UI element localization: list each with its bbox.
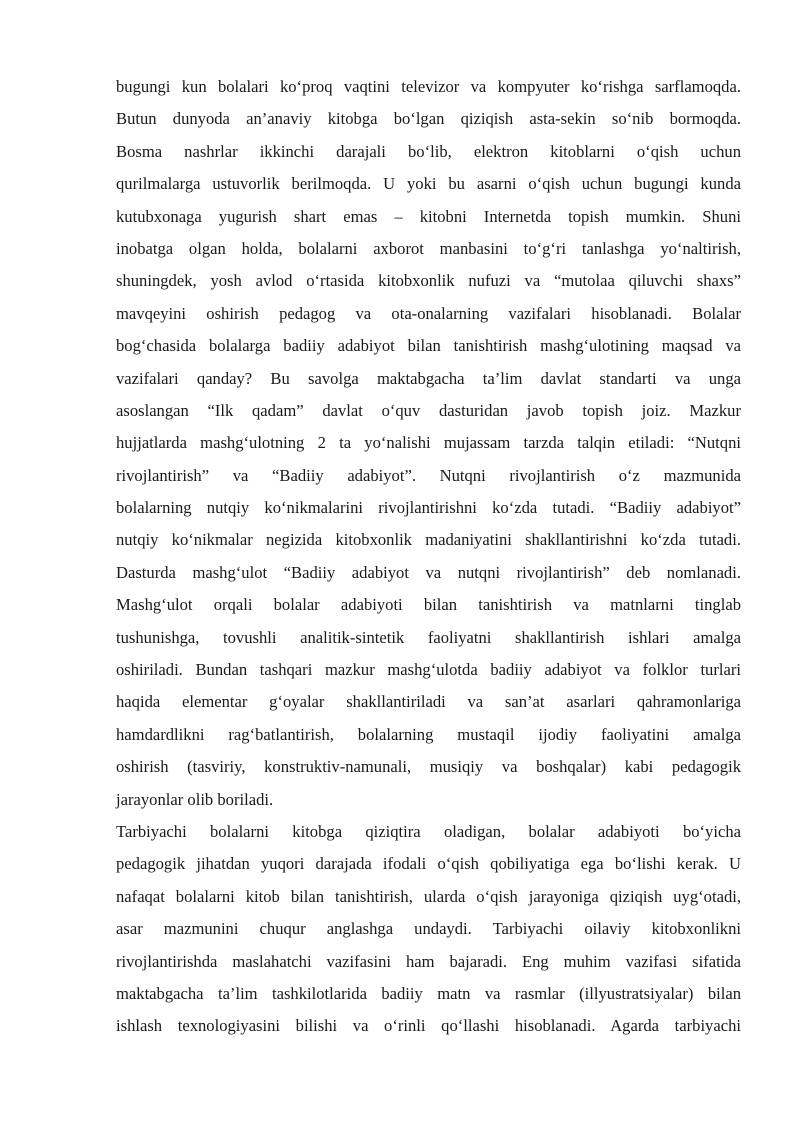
text-line: bog‘chasida bolalarga badiiy adabiyot bilan tanishtirish mashg‘ulotining maqsad va xyxy=(116,336,741,356)
text-line: maktabgacha ta’lim tashkilotlarida badiiy matn va rasmlar (illyustratsiyalar) bilan xyxy=(116,983,741,1003)
text-line: tushunishga, tovushli analitik-sintetik faoliyatni shakllantirish ishlari amalga xyxy=(116,627,741,647)
text-line: asoslangan “Ilk qadam” davlat o‘quv dasturidan javob topish joiz. Mazkur xyxy=(116,400,741,420)
text-line: Mashg‘ulot orqali bolalar adabiyoti bilan tanishtirish va matnlarni tinglab xyxy=(116,595,741,615)
text-line: rivojlantirishda maslahatchi vazifasini ham bajaradi. Eng muhim vazifasi sifatida xyxy=(116,951,741,971)
paragraph-2 xyxy=(116,816,741,1043)
text-line: bugungi kun bolalari ko‘proq vaqtini televizor va kompyuter ko‘rishga sarflamoqda. xyxy=(116,77,741,96)
text-line: mavqeyini oshirish pedagog va ota-onalarning vazifalari hisoblanadi. Bolalar xyxy=(116,303,741,323)
text-line: inobatga olgan holda, bolalarni axborot manbasini to‘g‘ri tanlashga yo‘naltirish, xyxy=(116,238,741,258)
paragraph-1 xyxy=(116,71,741,816)
text-line: Dasturda mashg‘ulot “Badiiy adabiyot va nutqni rivojlantirish” deb nomlanadi. xyxy=(116,562,741,582)
text-line: pedagogik jihatdan yuqori darajada ifodali o‘qish qobiliyatiga ega bo‘lishi kerak. U xyxy=(116,854,741,874)
text-line: Tarbiyachi bolalarni kitobga qiziqtira oladigan, bolalar adabiyoti bo‘yicha xyxy=(116,821,741,841)
text-line: nutqiy ko‘nikmalar negizida kitobxonlik madaniyatini shakllantirishni ko‘zda tutadi. xyxy=(116,530,741,550)
text-line: nafaqat bolalarni kitob bilan tanishtirish, ularda o‘qish jarayoniga qiziqish uyg‘otadi, xyxy=(116,886,741,906)
text-line: hujjatlarda mashg‘ulotning 2 ta yo‘nalishi mujassam tarzda talqin etiladi: “Nutqni xyxy=(116,433,741,453)
text-line: jarayonlar olib boriladi. xyxy=(116,789,274,809)
text-line: shuningdek, yosh avlod o‘rtasida kitobxonlik nufuzi va “mutolaa qiluvchi shaxs” xyxy=(116,271,741,291)
text-line: hamdardlikni rag‘batlantirish, bolalarning mustaqil ijodiy faoliyatini amalga xyxy=(116,724,741,744)
text-line: oshirish (tasviriy, konstruktiv-namunali, musiqiy va boshqalar) kabi pedagogik xyxy=(116,757,741,777)
text-line: haqida elementar g‘oyalar shakllantiriladi va san’at asarlari qahramonlariga xyxy=(116,692,741,712)
text-line: oshiriladi. Bundan tashqari mazkur mashg‘ulotda badiiy adabiyot va folklor turlari xyxy=(116,660,741,680)
text-line: Butun dunyoda an’anaviy kitobga bo‘lgan qiziqish asta-sekin so‘nib bormoqda. xyxy=(116,109,741,129)
text-line: asar mazmunini chuqur anglashga undaydi. Tarbiyachi oilaviy kitobxonlikni xyxy=(116,919,741,939)
text-line: kutubxonaga yugurish shart emas – kitobni Internetda topish mumkin. Shuni xyxy=(116,206,741,226)
document-page xyxy=(116,71,741,1043)
text-line: qurilmalarga ustuvorlik berilmoqda. U yoki bu asarni o‘qish uchun bugungi kunda xyxy=(116,174,741,194)
text-line: vazifalari qanday? Bu savolga maktabgacha ta’lim davlat standarti va unga xyxy=(116,368,741,388)
text-line: ishlash texnologiyasini bilishi va o‘rinli qo‘llashi hisoblanadi. Agarda tarbiyachi xyxy=(116,1016,741,1036)
text-line: bolalarning nutqiy ko‘nikmalarini rivojlantirishni ko‘zda tutadi. “Badiiy adabiyot” xyxy=(116,498,741,518)
text-line: Bosma nashrlar ikkinchi darajali bo‘lib, elektron kitoblarni o‘qish uchun xyxy=(116,141,741,161)
text-line: rivojlantirish” va “Badiiy adabiyot”. Nutqni rivojlantirish o‘z mazmunida xyxy=(116,465,741,485)
